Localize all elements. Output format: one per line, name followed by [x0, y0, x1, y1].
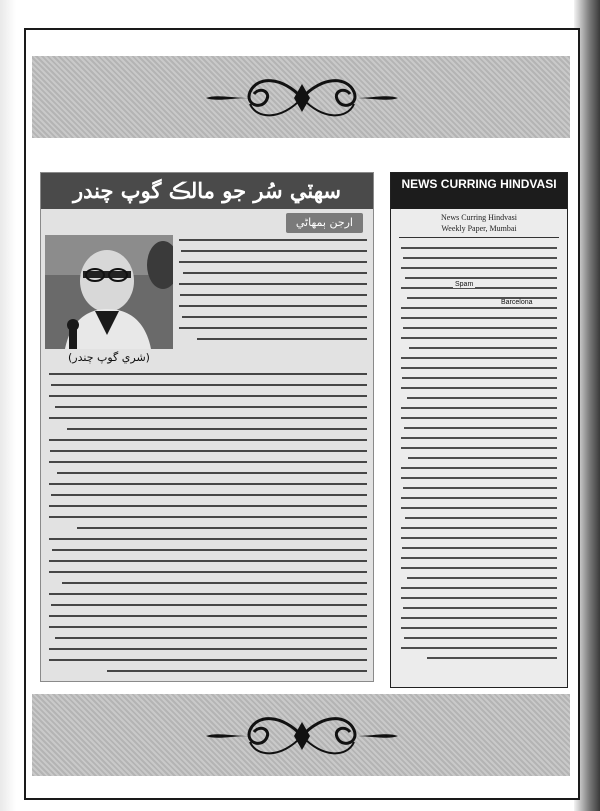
sindhi-article-clipping [40, 172, 374, 682]
flourish-ornament-icon [202, 706, 402, 766]
bottom-ornament-band [32, 694, 570, 776]
publication-name: News Curring Hindvasi [441, 213, 517, 222]
article-headline: سھٽي سُر جو مالڪ گوپ چندر [41, 173, 373, 209]
article-body-text [49, 373, 367, 681]
clipping-masthead: NEWS CURRING HINDVASI [391, 173, 567, 209]
flourish-ornament-icon [202, 68, 402, 128]
page-frame [24, 28, 580, 800]
clipping-body-text [401, 247, 557, 667]
portrait-photo [45, 235, 173, 349]
inline-term-barcelona: Barcelona [501, 299, 533, 306]
article-body-column-top [179, 239, 367, 349]
news-curring-clipping [390, 172, 568, 688]
article-byline: ارجن ٻمهاڻي [286, 213, 363, 233]
top-ornament-band [32, 56, 570, 138]
header-divider [399, 237, 559, 238]
page-left-shadow [0, 0, 16, 811]
publication-type: Weekly Paper, Mumbai [441, 224, 517, 233]
photo-caption: (شري گوپ چندر) [68, 351, 150, 364]
inline-term-spam: Spam [455, 281, 474, 288]
